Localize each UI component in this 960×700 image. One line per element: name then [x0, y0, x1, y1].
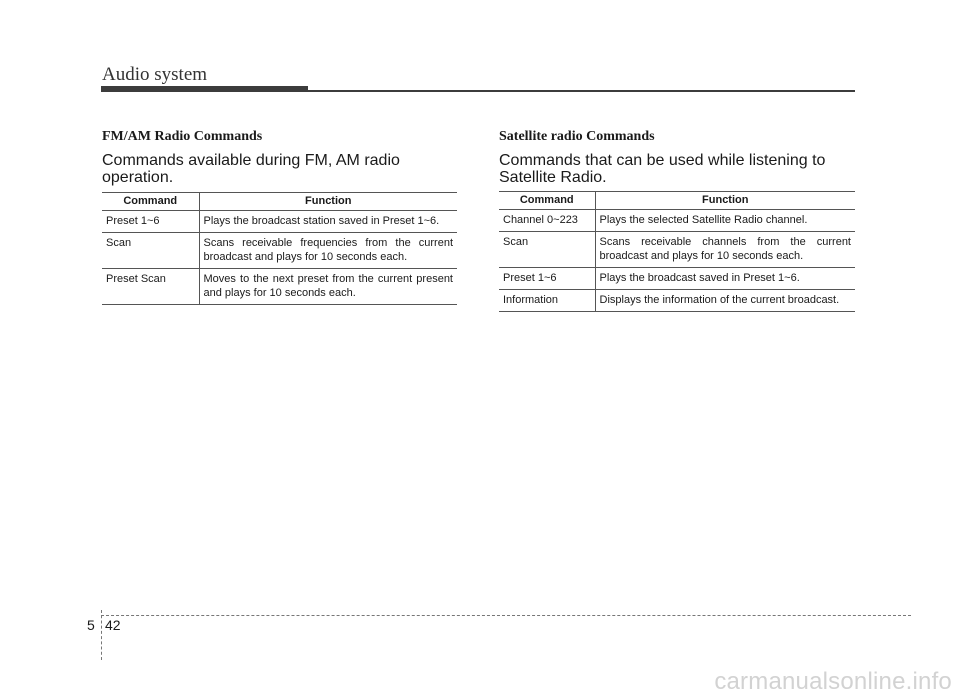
command-cell: Preset Scan [102, 269, 199, 305]
column-header-command: Command [499, 192, 595, 210]
command-cell: Channel 0~223 [499, 210, 595, 232]
column-header-function: Function [199, 193, 457, 211]
footer-dashed-divider [101, 610, 102, 660]
page-number: 42 [105, 617, 121, 633]
function-cell: Plays the selected Satellite Radio channel. [595, 210, 855, 232]
table-header-row [102, 193, 457, 211]
satellite-command-table [499, 191, 855, 312]
table-row [499, 210, 855, 232]
command-cell: Information [499, 290, 595, 312]
column-header-function: Function [595, 192, 855, 210]
fm-am-command-table [102, 192, 457, 305]
function-cell: Scans receivable channels from the current broadcast and plays for 10 seconds each. [595, 232, 855, 268]
table-row [499, 232, 855, 268]
function-cell: Plays the broadcast saved in Preset 1~6. [595, 268, 855, 290]
command-cell: Preset 1~6 [102, 211, 199, 233]
header-rule-thin [308, 90, 855, 92]
function-cell: Displays the information of the current broadcast. [595, 290, 855, 312]
table-row [499, 290, 855, 312]
table-row [102, 233, 457, 269]
function-cell: Scans receivable frequencies from the current broadcast and plays for 10 seconds each. [199, 233, 457, 269]
fm-am-intro: Commands available during FM, AM radio operation. [102, 152, 400, 186]
chapter-number: 5 [87, 617, 95, 633]
page-header-title: Audio system [102, 64, 208, 85]
satellite-heading: Satellite radio Commands [499, 129, 655, 144]
fm-am-commands-section [102, 129, 457, 305]
function-cell: Moves to the next preset from the current present and plays for 10 seconds each. [199, 269, 457, 305]
table-header-row [499, 192, 855, 210]
footer-dashed-rule [101, 615, 911, 616]
command-cell: Scan [499, 232, 595, 268]
satellite-intro: Commands that can be used while listening to Satellite Radio. [499, 152, 826, 186]
table-row [102, 211, 457, 233]
column-header-command: Command [102, 193, 199, 211]
function-cell: Plays the broadcast station saved in Preset 1~6. [199, 211, 457, 233]
watermark-text: carmanualsonline.info [714, 668, 952, 695]
satellite-commands-section [499, 129, 855, 312]
table-row [102, 269, 457, 305]
command-cell: Preset 1~6 [499, 268, 595, 290]
fm-am-heading: FM/AM Radio Commands [102, 129, 263, 144]
table-row [499, 268, 855, 290]
header-rule-thick [101, 86, 308, 92]
command-cell: Scan [102, 233, 199, 269]
